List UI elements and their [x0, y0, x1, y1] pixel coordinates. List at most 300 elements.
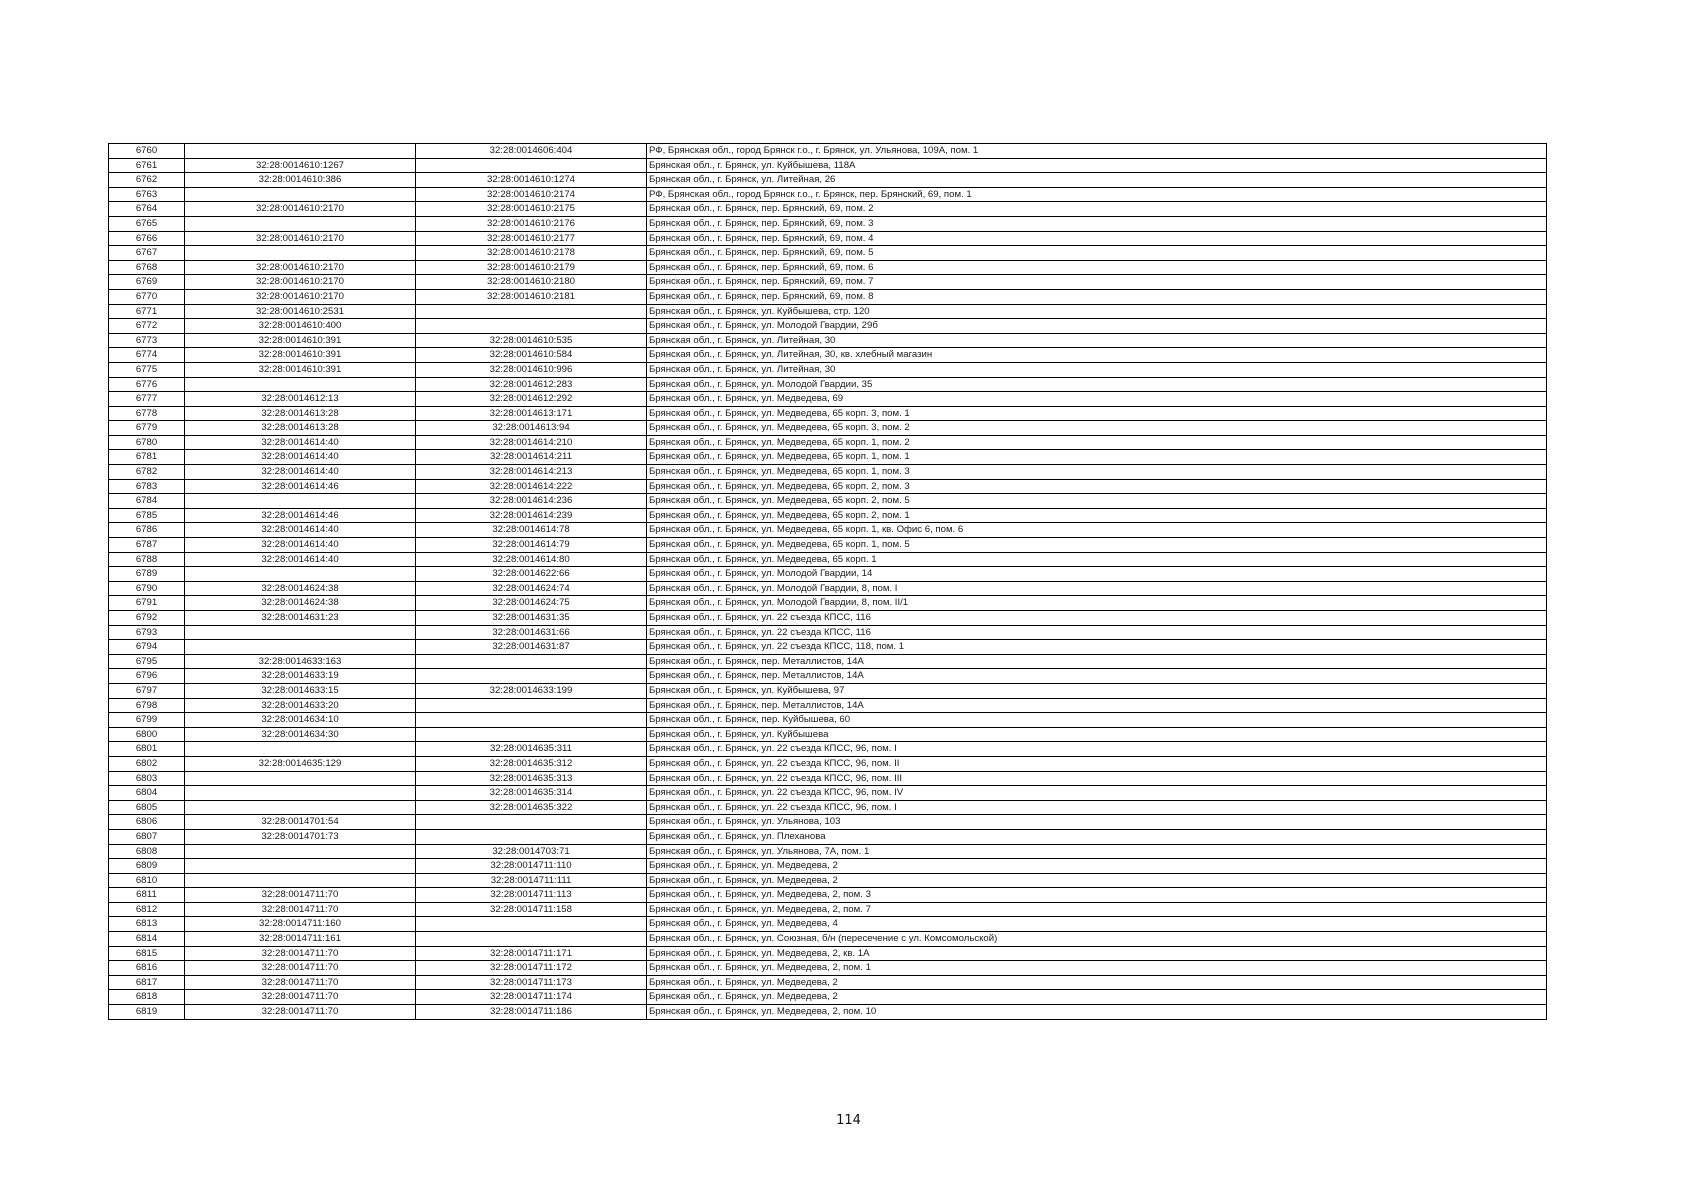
object-cadastral-number-cell: 32:28:0014635:311 [416, 742, 647, 757]
row-number-cell: 6773 [109, 333, 185, 348]
table-row [109, 581, 1547, 596]
table-row [109, 275, 1547, 290]
row-number-cell: 6816 [109, 961, 185, 976]
land-cadastral-number-cell: 32:28:0014711:70 [185, 888, 416, 903]
row-number-cell: 6799 [109, 713, 185, 728]
row-number-cell: 6780 [109, 435, 185, 450]
land-cadastral-number-cell: 32:28:0014633:163 [185, 654, 416, 669]
row-number-cell: 6761 [109, 158, 185, 173]
object-cadastral-number-cell: 32:28:0014622:66 [416, 567, 647, 582]
row-number-cell: 6790 [109, 581, 185, 596]
object-cadastral-number-cell [416, 158, 647, 173]
address-cell: Брянская обл., г. Брянск, ул. Литейная, 30 [647, 362, 1547, 377]
row-number-cell: 6797 [109, 683, 185, 698]
row-number-cell: 6788 [109, 552, 185, 567]
address-cell: Брянская обл., г. Брянск, ул. Медведева, 65 корп. 1, пом. 3 [647, 465, 1547, 480]
row-number-cell: 6768 [109, 260, 185, 275]
land-cadastral-number-cell: 32:28:0014610:2170 [185, 275, 416, 290]
address-cell: Брянская обл., г. Брянск, ул. Ульянова, 7А, пом. 1 [647, 844, 1547, 859]
land-cadastral-number-cell [185, 844, 416, 859]
table-row [109, 348, 1547, 363]
row-number-cell: 6813 [109, 917, 185, 932]
object-cadastral-number-cell: 32:28:0014635:314 [416, 786, 647, 801]
table-row [109, 231, 1547, 246]
address-cell: Брянская обл., г. Брянск, ул. Литейная, 26 [647, 173, 1547, 188]
address-cell: Брянская обл., г. Брянск, пер. Брянский, 69, пом. 5 [647, 246, 1547, 261]
land-cadastral-number-cell: 32:28:0014614:46 [185, 508, 416, 523]
object-cadastral-number-cell [416, 713, 647, 728]
row-number-cell: 6808 [109, 844, 185, 859]
land-cadastral-number-cell: 32:28:0014610:2531 [185, 304, 416, 319]
row-number-cell: 6803 [109, 771, 185, 786]
address-cell: Брянская обл., г. Брянск, ул. 22 съезда КПСС, 118, пом. 1 [647, 640, 1547, 655]
address-cell: Брянская обл., г. Брянск, ул. Ульянова, 103 [647, 815, 1547, 830]
object-cadastral-number-cell: 32:28:0014610:2175 [416, 202, 647, 217]
table-row [109, 377, 1547, 392]
address-cell: Брянская обл., г. Брянск, пер. Куйбышева, 60 [647, 713, 1547, 728]
land-cadastral-number-cell: 32:28:0014711:70 [185, 990, 416, 1005]
row-number-cell: 6787 [109, 538, 185, 553]
object-cadastral-number-cell: 32:28:0014610:2176 [416, 216, 647, 231]
land-cadastral-number-cell [185, 567, 416, 582]
object-cadastral-number-cell: 32:28:0014614:222 [416, 479, 647, 494]
row-number-cell: 6810 [109, 873, 185, 888]
row-number-cell: 6784 [109, 494, 185, 509]
address-cell: Брянская обл., г. Брянск, пер. Брянский, 69, пом. 4 [647, 231, 1547, 246]
address-cell: Брянская обл., г. Брянск, ул. Литейная, 30, кв. хлебный магазин [647, 348, 1547, 363]
table-row [109, 289, 1547, 304]
address-cell: Брянская обл., г. Брянск, ул. Куйбышева, 97 [647, 683, 1547, 698]
address-cell: Брянская обл., г. Брянск, пер. Брянский, 69, пом. 8 [647, 289, 1547, 304]
table-row [109, 815, 1547, 830]
land-cadastral-number-cell [185, 494, 416, 509]
table-row [109, 888, 1547, 903]
land-cadastral-number-cell: 32:28:0014614:40 [185, 538, 416, 553]
address-cell: Брянская обл., г. Брянск, ул. Медведева, 65 корп. 2, пом. 3 [647, 479, 1547, 494]
row-number-cell: 6807 [109, 829, 185, 844]
table-row [109, 333, 1547, 348]
address-cell: Брянская обл., г. Брянск, пер. Металлистов, 14А [647, 654, 1547, 669]
land-cadastral-number-cell: 32:28:0014614:40 [185, 450, 416, 465]
address-cell: Брянская обл., г. Брянск, ул. Медведева, 65 корп. 3, пом. 2 [647, 421, 1547, 436]
object-cadastral-number-cell: 32:28:0014711:173 [416, 975, 647, 990]
object-cadastral-number-cell: 32:28:0014610:2179 [416, 260, 647, 275]
object-cadastral-number-cell: 32:28:0014633:199 [416, 683, 647, 698]
row-number-cell: 6770 [109, 289, 185, 304]
object-cadastral-number-cell: 32:28:0014610:2178 [416, 246, 647, 261]
land-cadastral-number-cell: 32:28:0014711:70 [185, 975, 416, 990]
row-number-cell: 6800 [109, 727, 185, 742]
object-cadastral-number-cell: 32:28:0014610:2181 [416, 289, 647, 304]
row-number-cell: 6812 [109, 902, 185, 917]
table-row [109, 187, 1547, 202]
object-cadastral-number-cell [416, 669, 647, 684]
object-cadastral-number-cell: 32:28:0014703:71 [416, 844, 647, 859]
object-cadastral-number-cell [416, 304, 647, 319]
table-row [109, 946, 1547, 961]
land-cadastral-number-cell: 32:28:0014635:129 [185, 756, 416, 771]
land-cadastral-number-cell: 32:28:0014711:161 [185, 932, 416, 947]
table-row [109, 800, 1547, 815]
table-row [109, 362, 1547, 377]
page-number: 114 [836, 1113, 861, 1128]
table-row [109, 538, 1547, 553]
land-cadastral-number-cell [185, 187, 416, 202]
object-cadastral-number-cell: 32:28:0014631:66 [416, 625, 647, 640]
land-cadastral-number-cell: 32:28:0014610:2170 [185, 202, 416, 217]
land-cadastral-number-cell: 32:28:0014633:20 [185, 698, 416, 713]
row-number-cell: 6779 [109, 421, 185, 436]
land-cadastral-number-cell: 32:28:0014711:70 [185, 961, 416, 976]
row-number-cell: 6817 [109, 975, 185, 990]
land-cadastral-number-cell: 32:28:0014711:160 [185, 917, 416, 932]
land-cadastral-number-cell: 32:28:0014711:70 [185, 946, 416, 961]
land-cadastral-number-cell: 32:28:0014610:2170 [185, 289, 416, 304]
row-number-cell: 6806 [109, 815, 185, 830]
table-row [109, 246, 1547, 261]
address-cell: Брянская обл., г. Брянск, пер. Брянский, 69, пом. 6 [647, 260, 1547, 275]
row-number-cell: 6772 [109, 319, 185, 334]
address-cell: Брянская обл., г. Брянск, ул. Медведева, 2 [647, 873, 1547, 888]
address-cell: Брянская обл., г. Брянск, ул. 22 съезда КПСС, 96, пом. IV [647, 786, 1547, 801]
land-cadastral-number-cell [185, 216, 416, 231]
table-row [109, 173, 1547, 188]
address-cell: Брянская обл., г. Брянск, ул. Медведева, 65 корп. 2, пом. 5 [647, 494, 1547, 509]
address-cell: Брянская обл., г. Брянск, пер. Брянский, 69, пом. 7 [647, 275, 1547, 290]
object-cadastral-number-cell: 32:28:0014624:75 [416, 596, 647, 611]
table-row [109, 260, 1547, 275]
row-number-cell: 6801 [109, 742, 185, 757]
object-cadastral-number-cell: 32:28:0014610:2174 [416, 187, 647, 202]
object-cadastral-number-cell: 32:28:0014711:174 [416, 990, 647, 1005]
table-row [109, 435, 1547, 450]
row-number-cell: 6785 [109, 508, 185, 523]
table-row [109, 392, 1547, 407]
land-cadastral-number-cell: 32:28:0014614:40 [185, 465, 416, 480]
object-cadastral-number-cell: 32:28:0014614:79 [416, 538, 647, 553]
object-cadastral-number-cell: 32:28:0014610:584 [416, 348, 647, 363]
land-cadastral-number-cell [185, 625, 416, 640]
table-row [109, 567, 1547, 582]
object-cadastral-number-cell: 32:28:0014635:322 [416, 800, 647, 815]
address-cell: Брянская обл., г. Брянск, ул. 22 съезда КПСС, 96, пом. II [647, 756, 1547, 771]
object-cadastral-number-cell: 32:28:0014606:404 [416, 144, 647, 159]
land-cadastral-number-cell: 32:28:0014614:46 [185, 479, 416, 494]
row-number-cell: 6795 [109, 654, 185, 669]
address-cell: Брянская обл., г. Брянск, ул. Молодой Гвардии, 14 [647, 567, 1547, 582]
object-cadastral-number-cell: 32:28:0014631:35 [416, 611, 647, 626]
table-row [109, 596, 1547, 611]
table-row [109, 990, 1547, 1005]
row-number-cell: 6793 [109, 625, 185, 640]
row-number-cell: 6792 [109, 611, 185, 626]
object-cadastral-number-cell: 32:28:0014711:172 [416, 961, 647, 976]
land-cadastral-number-cell: 32:28:0014610:2170 [185, 260, 416, 275]
row-number-cell: 6767 [109, 246, 185, 261]
land-cadastral-number-cell: 32:28:0014634:10 [185, 713, 416, 728]
object-cadastral-number-cell [416, 654, 647, 669]
row-number-cell: 6766 [109, 231, 185, 246]
address-cell: Брянская обл., г. Брянск, ул. Медведева, 2, пом. 3 [647, 888, 1547, 903]
table-row [109, 932, 1547, 947]
table-row [109, 508, 1547, 523]
row-number-cell: 6794 [109, 640, 185, 655]
object-cadastral-number-cell: 32:28:0014613:171 [416, 406, 647, 421]
table-row [109, 771, 1547, 786]
land-cadastral-number-cell [185, 859, 416, 874]
address-cell: Брянская обл., г. Брянск, ул. Медведева, 69 [647, 392, 1547, 407]
address-cell: Брянская обл., г. Брянск, ул. Куйбышева, 118А [647, 158, 1547, 173]
object-cadastral-number-cell: 32:28:0014613:94 [416, 421, 647, 436]
land-cadastral-number-cell [185, 246, 416, 261]
table-row [109, 786, 1547, 801]
table-row [109, 713, 1547, 728]
table-row [109, 917, 1547, 932]
land-cadastral-number-cell: 32:28:0014614:40 [185, 523, 416, 538]
address-cell: Брянская обл., г. Брянск, ул. Медведева, 2 [647, 859, 1547, 874]
address-cell: Брянская обл., г. Брянск, ул. Медведева, 65 корп. 1 [647, 552, 1547, 567]
table-row [109, 640, 1547, 655]
address-cell: Брянская обл., г. Брянск, ул. Медведева, 65 корп. 2, пом. 1 [647, 508, 1547, 523]
table-row [109, 144, 1547, 159]
land-cadastral-number-cell: 32:28:0014610:391 [185, 333, 416, 348]
object-cadastral-number-cell [416, 815, 647, 830]
table-row [109, 625, 1547, 640]
row-number-cell: 6783 [109, 479, 185, 494]
address-cell: Брянская обл., г. Брянск, ул. Медведева, 2, пом. 1 [647, 961, 1547, 976]
row-number-cell: 6782 [109, 465, 185, 480]
address-cell: Брянская обл., г. Брянск, пер. Брянский, 69, пом. 2 [647, 202, 1547, 217]
row-number-cell: 6786 [109, 523, 185, 538]
row-number-cell: 6815 [109, 946, 185, 961]
land-cadastral-number-cell: 32:28:0014701:54 [185, 815, 416, 830]
land-cadastral-number-cell: 32:28:0014624:38 [185, 596, 416, 611]
table-row [109, 683, 1547, 698]
object-cadastral-number-cell: 32:28:0014624:74 [416, 581, 647, 596]
address-cell: Брянская обл., г. Брянск, пер. Металлистов, 14А [647, 698, 1547, 713]
object-cadastral-number-cell: 32:28:0014711:186 [416, 1005, 647, 1020]
land-cadastral-number-cell: 32:28:0014610:386 [185, 173, 416, 188]
land-cadastral-number-cell: 32:28:0014610:391 [185, 362, 416, 377]
land-cadastral-number-cell: 32:28:0014711:70 [185, 1005, 416, 1020]
address-cell: Брянская обл., г. Брянск, ул. Медведева, 2, пом. 10 [647, 1005, 1547, 1020]
address-cell: Брянская обл., г. Брянск, ул. 22 съезда КПСС, 96, пом. I [647, 800, 1547, 815]
land-cadastral-number-cell: 32:28:0014614:40 [185, 552, 416, 567]
land-cadastral-number-cell: 32:28:0014633:15 [185, 683, 416, 698]
land-cadastral-number-cell: 32:28:0014613:28 [185, 406, 416, 421]
row-number-cell: 6778 [109, 406, 185, 421]
object-cadastral-number-cell: 32:28:0014614:210 [416, 435, 647, 450]
row-number-cell: 6776 [109, 377, 185, 392]
land-cadastral-number-cell: 32:28:0014614:40 [185, 435, 416, 450]
object-cadastral-number-cell: 32:28:0014711:111 [416, 873, 647, 888]
land-cadastral-number-cell: 32:28:0014613:28 [185, 421, 416, 436]
row-number-cell: 6809 [109, 859, 185, 874]
land-cadastral-number-cell: 32:28:0014612:13 [185, 392, 416, 407]
address-cell: Брянская обл., г. Брянск, ул. Молодой Гвардии, 35 [647, 377, 1547, 392]
address-cell: Брянская обл., г. Брянск, ул. Медведева, 2, кв. 1А [647, 946, 1547, 961]
row-number-cell: 6771 [109, 304, 185, 319]
table-row [109, 756, 1547, 771]
land-cadastral-number-cell [185, 742, 416, 757]
address-cell: Брянская обл., г. Брянск, ул. Медведева, 2, пом. 7 [647, 902, 1547, 917]
table-row [109, 523, 1547, 538]
address-cell: Брянская обл., г. Брянск, ул. Медведева, 65 корп. 1, пом. 1 [647, 450, 1547, 465]
land-cadastral-number-cell: 32:28:0014610:391 [185, 348, 416, 363]
table-row [109, 961, 1547, 976]
table-row [109, 669, 1547, 684]
table-row [109, 902, 1547, 917]
object-cadastral-number-cell: 32:28:0014612:283 [416, 377, 647, 392]
address-cell: Брянская обл., г. Брянск, ул. Медведева, 65 корп. 1, кв. Офис 6, пом. 6 [647, 523, 1547, 538]
address-cell: Брянская обл., г. Брянск, ул. Союзная, б/н (пересечение с ул. Комсомольской) [647, 932, 1547, 947]
table-row [109, 479, 1547, 494]
object-cadastral-number-cell: 32:28:0014610:2180 [416, 275, 647, 290]
object-cadastral-number-cell: 32:28:0014614:213 [416, 465, 647, 480]
address-cell: Брянская обл., г. Брянск, ул. 22 съезда КПСС, 96, пом. I [647, 742, 1547, 757]
table-row [109, 552, 1547, 567]
land-cadastral-number-cell [185, 144, 416, 159]
land-cadastral-number-cell: 32:28:0014633:19 [185, 669, 416, 684]
object-cadastral-number-cell: 32:28:0014610:1274 [416, 173, 647, 188]
object-cadastral-number-cell [416, 727, 647, 742]
table-row [109, 216, 1547, 231]
land-cadastral-number-cell [185, 640, 416, 655]
row-number-cell: 6777 [109, 392, 185, 407]
address-cell: Брянская обл., г. Брянск, ул. Медведева, 65 корп. 1, пом. 5 [647, 538, 1547, 553]
object-cadastral-number-cell: 32:28:0014614:239 [416, 508, 647, 523]
row-number-cell: 6798 [109, 698, 185, 713]
address-cell: Брянская обл., г. Брянск, ул. Куйбышева, стр. 120 [647, 304, 1547, 319]
object-cadastral-number-cell: 32:28:0014610:996 [416, 362, 647, 377]
address-cell: Брянская обл., г. Брянск, ул. Медведева, 65 корп. 1, пом. 2 [647, 435, 1547, 450]
row-number-cell: 6811 [109, 888, 185, 903]
land-cadastral-number-cell: 32:28:0014711:70 [185, 902, 416, 917]
row-number-cell: 6774 [109, 348, 185, 363]
table-row [109, 698, 1547, 713]
address-cell: Брянская обл., г. Брянск, ул. Плеханова [647, 829, 1547, 844]
object-cadastral-number-cell: 32:28:0014635:312 [416, 756, 647, 771]
land-cadastral-number-cell [185, 800, 416, 815]
table-row [109, 844, 1547, 859]
row-number-cell: 6765 [109, 216, 185, 231]
land-cadastral-number-cell [185, 786, 416, 801]
table-row [109, 975, 1547, 990]
table-row [109, 1005, 1547, 1020]
object-cadastral-number-cell: 32:28:0014614:80 [416, 552, 647, 567]
object-cadastral-number-cell: 32:28:0014612:292 [416, 392, 647, 407]
table-row [109, 319, 1547, 334]
object-cadastral-number-cell: 32:28:0014711:110 [416, 859, 647, 874]
object-cadastral-number-cell [416, 698, 647, 713]
object-cadastral-number-cell: 32:28:0014631:87 [416, 640, 647, 655]
table-row [109, 421, 1547, 436]
row-number-cell: 6796 [109, 669, 185, 684]
object-cadastral-number-cell: 32:28:0014610:535 [416, 333, 647, 348]
address-cell: Брянская обл., г. Брянск, пер. Брянский, 69, пом. 3 [647, 216, 1547, 231]
address-cell: Брянская обл., г. Брянск, ул. Молодой Гвардии, 8, пом. I [647, 581, 1547, 596]
land-cadastral-number-cell [185, 377, 416, 392]
object-cadastral-number-cell: 32:28:0014711:171 [416, 946, 647, 961]
address-cell: Брянская обл., г. Брянск, ул. Молодой Гвардии, 29б [647, 319, 1547, 334]
land-cadastral-number-cell [185, 873, 416, 888]
address-cell: Брянская обл., г. Брянск, ул. Куйбышева [647, 727, 1547, 742]
object-cadastral-number-cell: 32:28:0014614:211 [416, 450, 647, 465]
object-cadastral-number-cell: 32:28:0014610:2177 [416, 231, 647, 246]
row-number-cell: 6762 [109, 173, 185, 188]
row-number-cell: 6764 [109, 202, 185, 217]
row-number-cell: 6814 [109, 932, 185, 947]
row-number-cell: 6818 [109, 990, 185, 1005]
land-cadastral-number-cell: 32:28:0014610:400 [185, 319, 416, 334]
object-cadastral-number-cell [416, 829, 647, 844]
row-number-cell: 6805 [109, 800, 185, 815]
row-number-cell: 6802 [109, 756, 185, 771]
table-row [109, 859, 1547, 874]
row-number-cell: 6781 [109, 450, 185, 465]
object-cadastral-number-cell: 32:28:0014711:113 [416, 888, 647, 903]
object-cadastral-number-cell: 32:28:0014711:158 [416, 902, 647, 917]
row-number-cell: 6819 [109, 1005, 185, 1020]
object-cadastral-number-cell [416, 917, 647, 932]
land-cadastral-number-cell: 32:28:0014701:73 [185, 829, 416, 844]
property-table [108, 143, 1547, 1020]
address-cell: Брянская обл., г. Брянск, ул. 22 съезда КПСС, 96, пом. III [647, 771, 1547, 786]
address-cell: Брянская обл., г. Брянск, пер. Металлистов, 14А [647, 669, 1547, 684]
address-cell: Брянская обл., г. Брянск, ул. 22 съезда КПСС, 116 [647, 625, 1547, 640]
object-cadastral-number-cell: 32:28:0014614:236 [416, 494, 647, 509]
land-cadastral-number-cell: 32:28:0014624:38 [185, 581, 416, 596]
table-row [109, 654, 1547, 669]
table-row [109, 873, 1547, 888]
table-body [109, 144, 1547, 1020]
address-cell: Брянская обл., г. Брянск, ул. Медведева, 65 корп. 3, пом. 1 [647, 406, 1547, 421]
address-cell: РФ, Брянская обл., город Брянск г.о., г. Брянск, ул. Ульянова, 109А, пом. 1 [647, 144, 1547, 159]
row-number-cell: 6763 [109, 187, 185, 202]
row-number-cell: 6769 [109, 275, 185, 290]
land-cadastral-number-cell: 32:28:0014634:30 [185, 727, 416, 742]
table-row [109, 494, 1547, 509]
land-cadastral-number-cell: 32:28:0014610:2170 [185, 231, 416, 246]
address-cell: Брянская обл., г. Брянск, ул. Литейная, 30 [647, 333, 1547, 348]
table-row [109, 611, 1547, 626]
row-number-cell: 6804 [109, 786, 185, 801]
row-number-cell: 6789 [109, 567, 185, 582]
table-row [109, 727, 1547, 742]
address-cell: Брянская обл., г. Брянск, ул. Медведева, 2 [647, 990, 1547, 1005]
object-cadastral-number-cell [416, 932, 647, 947]
object-cadastral-number-cell: 32:28:0014614:78 [416, 523, 647, 538]
object-cadastral-number-cell [416, 319, 647, 334]
table-row [109, 158, 1547, 173]
row-number-cell: 6760 [109, 144, 185, 159]
table-row [109, 742, 1547, 757]
land-cadastral-number-cell [185, 771, 416, 786]
address-cell: РФ, Брянская обл., город Брянск г.о., г. Брянск, пер. Брянский, 69, пом. 1 [647, 187, 1547, 202]
table-row [109, 304, 1547, 319]
address-cell: Брянская обл., г. Брянск, ул. Молодой Гвардии, 8, пом. II/1 [647, 596, 1547, 611]
object-cadastral-number-cell: 32:28:0014635:313 [416, 771, 647, 786]
address-cell: Брянская обл., г. Брянск, ул. 22 съезда КПСС, 116 [647, 611, 1547, 626]
address-cell: Брянская обл., г. Брянск, ул. Медведева, 2 [647, 975, 1547, 990]
table-row [109, 202, 1547, 217]
table-row [109, 465, 1547, 480]
table-row [109, 406, 1547, 421]
table-row [109, 829, 1547, 844]
table-row [109, 450, 1547, 465]
address-cell: Брянская обл., г. Брянск, ул. Медведева, 4 [647, 917, 1547, 932]
land-cadastral-number-cell: 32:28:0014610:1267 [185, 158, 416, 173]
